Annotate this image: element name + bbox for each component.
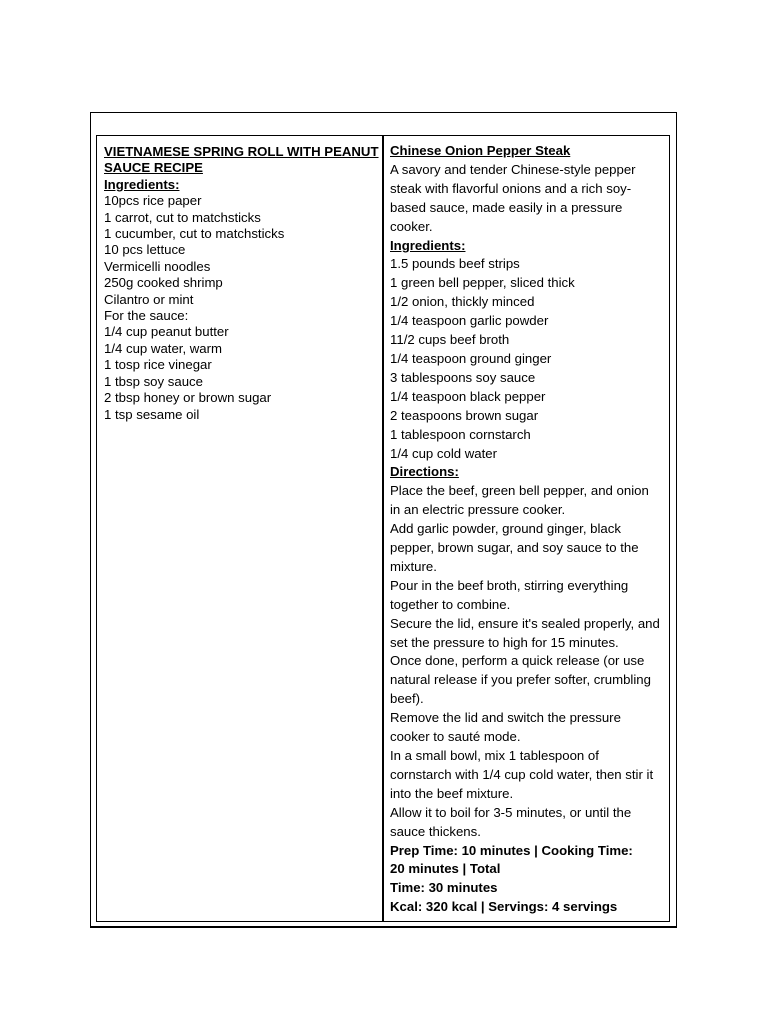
direction-step: Pour in the beef broth, stirring everything together to combine.: [390, 577, 629, 612]
recipe-description: A savory and tender Chinese-style pepper steak with flavorful onions and a rich soy-based sauce, made easily in a pressure cooker.: [390, 161, 636, 234]
list-item: 1 tosp rice vinegar: [104, 357, 212, 373]
direction-step: Add garlic powder, ground ginger, black pepper, brown sugar, and soy sauce to the mixture.: [390, 521, 639, 574]
list-item: 1/4 cup water, warm: [104, 340, 223, 356]
direction-step: Remove the lid and switch the pressure cooker to sauté mode.: [390, 710, 621, 745]
list-item: 1 tbsp soy sauce: [104, 373, 203, 389]
list-item: 1/4 teaspoon ground ginger: [390, 350, 552, 366]
list-item: 1/2 onion, thickly minced: [390, 294, 535, 310]
list-item: 250g cooked shrimp: [104, 275, 223, 291]
list-item: 1/4 teaspoon black pepper: [390, 388, 546, 404]
list-item: For the sauce:: [104, 308, 189, 324]
list-item: 3 tablespoons soy sauce: [390, 369, 536, 385]
direction-step: In a small bowl, mix 1 tablespoon of cornstarch with 1/4 cup cold water, then stir it into the beef mixture.: [390, 748, 654, 801]
timing-line: 20 minutes | Total: [390, 861, 501, 877]
left-ingredient-list: [104, 193, 382, 423]
directions-heading: Directions:: [390, 464, 459, 480]
right-recipe-cell: [384, 136, 669, 921]
timing-line: Kcal: 320 kcal | Servings: 4 servings: [390, 899, 618, 915]
left-recipe-title: VIETNAMESE SPRING ROLL WITH PEANUT SAUCE RECIPE: [104, 144, 379, 176]
recipe-table: [96, 135, 670, 922]
timing-line: Time: 30 minutes: [390, 880, 498, 896]
directions-list: [390, 482, 661, 841]
list-item: 2 tbsp honey or brown sugar: [104, 390, 272, 406]
direction-step: Once done, perform a quick release (or use natural release if you prefer softer, crumbling beef).: [390, 653, 651, 707]
list-item: Vermicelli noodles: [104, 258, 211, 274]
left-ingredients-heading: Ingredients:: [104, 176, 180, 192]
list-item: 1 tsp sesame oil: [104, 406, 200, 422]
timing-info: [390, 842, 661, 918]
list-item: 1 green bell pepper, sliced thick: [390, 275, 575, 291]
list-item: 2 teaspoons brown sugar: [390, 407, 539, 423]
list-item: 1 carrot, cut to matchsticks: [104, 209, 261, 225]
direction-step: Secure the lid, ensure it's sealed properly, and set the pressure to high for 15 minutes.: [390, 615, 660, 650]
list-item: 1/4 cup peanut butter: [104, 324, 229, 340]
list-item: 1 tablespoon cornstarch: [390, 426, 531, 442]
left-recipe-cell: [97, 136, 384, 921]
right-ingredient-list: [390, 255, 661, 463]
list-item: 1/4 teaspoon garlic powder: [390, 313, 549, 329]
direction-step: Allow it to boil for 3-5 minutes, or until the sauce thickens.: [390, 804, 632, 839]
list-item: 10pcs rice paper: [104, 193, 202, 209]
right-recipe-title: Chinese Onion Pepper Steak: [390, 143, 571, 158]
list-item: 1/4 cup cold water: [390, 445, 498, 461]
list-item: 1 cucumber, cut to matchsticks: [104, 226, 285, 242]
right-ingredients-heading: Ingredients:: [390, 237, 466, 253]
list-item: 1.5 pounds beef strips: [390, 256, 520, 272]
list-item: 11/2 cups beef broth: [390, 332, 510, 348]
list-item: Cilantro or mint: [104, 291, 194, 307]
list-item: 10 pcs lettuce: [104, 242, 186, 258]
direction-step: Place the beef, green bell pepper, and onion in an electric pressure cooker.: [390, 483, 649, 518]
timing-line: Prep Time: 10 minutes | Cooking Time:: [390, 842, 633, 858]
